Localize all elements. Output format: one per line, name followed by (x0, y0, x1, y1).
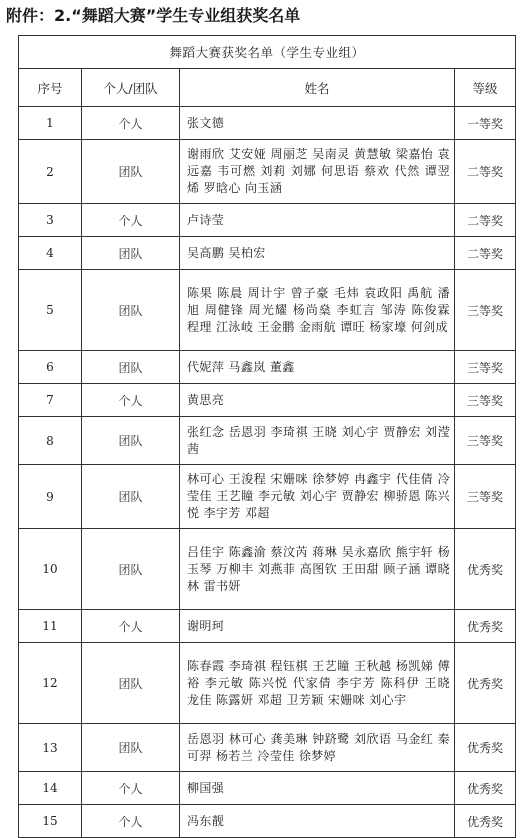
table-row (19, 351, 516, 384)
document-title: 附件：2.“舞蹈大赛”学生专业组获奖名单 (6, 6, 301, 25)
row-award-level: 二等奖 (455, 140, 516, 204)
row-names-cell (180, 270, 455, 351)
row-names-cell (180, 237, 455, 270)
row-names: 张红念 岳恩羽 李琦祺 王晓 刘心宇 贾静宏 刘滢茜 (187, 424, 450, 456)
row-names-cell (180, 140, 455, 204)
row-award-level: 三等奖 (455, 351, 516, 384)
row-names: 陈果 陈晨 周计宇 曾子豪 毛炜 袁政阳 禹航 潘旭 周健锋 周光耀 杨尚燊 李虹言 邹涛 陈俊霖 程理 江泳岐 王金鹏 金雨航 谭旺 杨家壕 何剑成 (187, 285, 450, 334)
row-type: 个人 (82, 610, 180, 643)
row-names: 卢诗莹 (187, 212, 225, 227)
header-level: 等级 (455, 69, 516, 107)
row-names: 谢明珂 (187, 618, 225, 633)
row-award-level: 优秀奖 (455, 772, 516, 805)
row-names: 吴高鹏 吴柏宏 (187, 245, 266, 260)
row-number: 5 (19, 270, 82, 351)
row-number: 3 (19, 204, 82, 237)
table-row (19, 465, 516, 529)
row-award-level: 优秀奖 (455, 610, 516, 643)
row-type: 团队 (82, 237, 180, 270)
row-number: 4 (19, 237, 82, 270)
row-type: 团队 (82, 140, 180, 204)
table-row (19, 140, 516, 204)
row-names-cell (180, 724, 455, 772)
row-award-level: 优秀奖 (455, 724, 516, 772)
table-row (19, 805, 516, 838)
award-list-table (18, 35, 516, 838)
table-row (19, 724, 516, 772)
row-award-level: 三等奖 (455, 270, 516, 351)
row-names-cell (180, 384, 455, 417)
row-number: 14 (19, 772, 82, 805)
row-names: 黄思亮 (187, 392, 225, 407)
row-number: 6 (19, 351, 82, 384)
row-award-level: 二等奖 (455, 204, 516, 237)
row-award-level: 优秀奖 (455, 805, 516, 838)
row-type: 个人 (82, 204, 180, 237)
header-names: 姓名 (180, 69, 455, 107)
row-award-level: 二等奖 (455, 237, 516, 270)
row-names: 岳恩羽 林可心 龚美琳 钟跻鹭 刘欣语 马金红 秦可羿 杨若兰 冷莹佳 徐梦婷 (187, 731, 450, 763)
row-names-cell (180, 643, 455, 724)
row-award-level: 三等奖 (455, 417, 516, 465)
row-names: 吕佳宇 陈鑫渝 蔡汶芮 蒋琳 吴永嘉欣 熊宇轩 杨玉琴 万柳丰 刘燕菲 高图钦 王田甜 顾子涵 谭晓林 雷书妍 (187, 544, 450, 593)
table-caption-row (19, 36, 516, 69)
row-award-level: 一等奖 (455, 107, 516, 140)
row-number: 10 (19, 529, 82, 610)
table-row (19, 270, 516, 351)
row-number: 15 (19, 805, 82, 838)
row-number: 12 (19, 643, 82, 724)
row-names-cell (180, 351, 455, 384)
row-names: 林可心 王浚程 宋姗咪 徐梦婷 冉鑫宇 代佳倩 冷莹佳 王艺瞳 李元敏 刘心宇 贾静宏 柳骄恩 陈兴悦 李宇芳 邓超 (187, 472, 450, 520)
row-type: 个人 (82, 384, 180, 417)
row-names-cell (180, 610, 455, 643)
row-names: 陈春霞 李琦祺 程钰棋 王艺瞳 王秋越 杨凯娣 傅裕 李元敏 陈兴悦 代家倩 李宇芳 陈科伊 王晓 龙佳 陈露妍 邓超 卫芳颖 宋姗咪 刘心宇 (187, 658, 450, 707)
table-header-row (19, 69, 516, 107)
row-type: 团队 (82, 643, 180, 724)
row-names: 谢雨欣 艾安娅 周丽芝 吴南灵 黄慧敏 梁嘉怡 袁远嘉 韦可燃 刘莉 刘娜 何思语 蔡欢 代然 谭翌烯 罗晗心 向玉涵 (187, 147, 450, 195)
row-number: 9 (19, 465, 82, 529)
row-type: 团队 (82, 351, 180, 384)
row-type: 个人 (82, 772, 180, 805)
row-names-cell (180, 417, 455, 465)
table-row (19, 529, 516, 610)
row-award-level: 三等奖 (455, 465, 516, 529)
table-row (19, 610, 516, 643)
row-number: 1 (19, 107, 82, 140)
table-body (19, 107, 516, 838)
row-names-cell (180, 107, 455, 140)
table-row (19, 204, 516, 237)
row-number: 11 (19, 610, 82, 643)
row-number: 7 (19, 384, 82, 417)
row-type: 个人 (82, 107, 180, 140)
row-type: 团队 (82, 270, 180, 351)
row-names: 冯东靓 (187, 813, 225, 828)
row-names-cell (180, 805, 455, 838)
row-names-cell (180, 772, 455, 805)
row-names-cell (180, 529, 455, 610)
row-number: 8 (19, 417, 82, 465)
header-no: 序号 (19, 69, 82, 107)
row-number: 13 (19, 724, 82, 772)
row-names-cell (180, 204, 455, 237)
row-type: 个人 (82, 805, 180, 838)
row-type: 团队 (82, 417, 180, 465)
row-type: 团队 (82, 465, 180, 529)
table-caption: 舞蹈大赛获奖名单（学生专业组） (19, 36, 516, 69)
table-row (19, 772, 516, 805)
row-type: 团队 (82, 724, 180, 772)
table-row (19, 384, 516, 417)
row-award-level: 优秀奖 (455, 529, 516, 610)
table-row (19, 417, 516, 465)
table-row (19, 237, 516, 270)
row-names: 张文德 (187, 115, 225, 130)
row-award-level: 优秀奖 (455, 643, 516, 724)
row-number: 2 (19, 140, 82, 204)
table-row (19, 107, 516, 140)
row-type: 团队 (82, 529, 180, 610)
header-type: 个人/团队 (82, 69, 180, 107)
row-award-level: 三等奖 (455, 384, 516, 417)
row-names-cell (180, 465, 455, 529)
row-names: 柳国强 (187, 780, 225, 795)
row-names: 代妮萍 马鑫岚 董鑫 (187, 359, 295, 374)
table-row (19, 643, 516, 724)
